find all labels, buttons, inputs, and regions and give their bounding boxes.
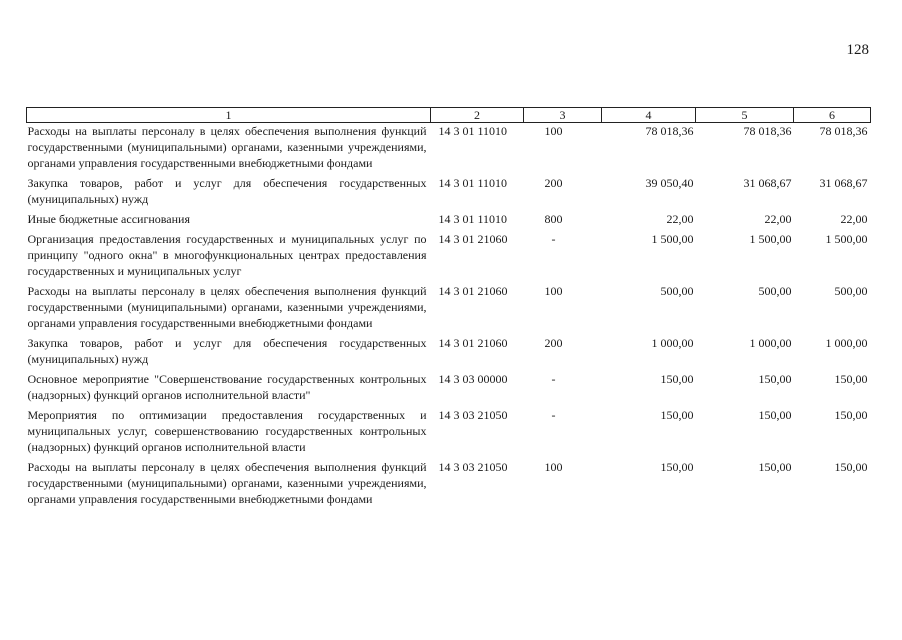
row-value-5: 150,00 bbox=[758, 372, 792, 386]
row-value-5: 150,00 bbox=[758, 408, 792, 422]
row-value-6: 78 018,36 bbox=[819, 124, 868, 138]
row-value-6: 500,00 bbox=[834, 284, 868, 298]
row-code: 14 3 01 21060 bbox=[438, 336, 508, 350]
row-code: 14 3 03 00000 bbox=[438, 372, 508, 386]
row-code: 14 3 03 21050 bbox=[438, 408, 508, 422]
row-type: 100 bbox=[544, 284, 563, 298]
table-row bbox=[27, 407, 871, 459]
row-value-6: 1 500,00 bbox=[825, 232, 868, 246]
header-col-3: 3 bbox=[524, 108, 602, 123]
header-col-2: 2 bbox=[431, 108, 524, 123]
row-value-5: 78 018,36 bbox=[743, 124, 792, 138]
row-name: Организация предоставления государственных и муниципальных услуг по принципу "одного окна" в многофункциональных центрах предоставления государственных и муниципальных услуг bbox=[27, 232, 427, 278]
page-number: 128 bbox=[846, 42, 869, 58]
row-type: 100 bbox=[544, 124, 563, 138]
table-row bbox=[27, 123, 871, 176]
row-value-5: 1 500,00 bbox=[749, 232, 792, 246]
table-row bbox=[27, 231, 871, 283]
row-value-4: 1 500,00 bbox=[651, 232, 694, 246]
row-name: Закупка товаров, работ и услуг для обеспечения государственных (муниципальных) нужд bbox=[27, 176, 427, 206]
header-col-6: 6 bbox=[794, 108, 871, 123]
row-value-4: 1 000,00 bbox=[651, 336, 694, 350]
row-value-6: 31 068,67 bbox=[819, 176, 868, 190]
row-value-4: 150,00 bbox=[660, 408, 694, 422]
table-header bbox=[27, 108, 871, 123]
row-value-5: 31 068,67 bbox=[743, 176, 792, 190]
row-value-6: 1 000,00 bbox=[825, 336, 868, 350]
row-name: Расходы на выплаты персоналу в целях обеспечения выполнения функций государственными (муниципальными) органами, казенными учреждениями, органами управления государственными внебюджетными фондами bbox=[27, 284, 427, 330]
row-value-4: 150,00 bbox=[660, 372, 694, 386]
table-row bbox=[27, 211, 871, 231]
header-col-1: 1 bbox=[27, 108, 431, 123]
row-value-5: 500,00 bbox=[758, 284, 792, 298]
row-type: - bbox=[551, 232, 556, 246]
row-code: 14 3 01 11010 bbox=[438, 176, 508, 190]
row-type: 100 bbox=[544, 460, 563, 474]
row-value-4: 150,00 bbox=[660, 460, 694, 474]
row-name: Расходы на выплаты персоналу в целях обеспечения выполнения функций государственными (муниципальными) органами, казенными учреждениями, органами управления государственными внебюджетными фондами bbox=[27, 460, 427, 506]
row-value-4: 500,00 bbox=[660, 284, 694, 298]
header-col-4: 4 bbox=[602, 108, 696, 123]
table-row bbox=[27, 459, 871, 511]
row-value-4: 78 018,36 bbox=[645, 124, 694, 138]
row-code: 14 3 01 21060 bbox=[438, 284, 508, 298]
header-col-5: 5 bbox=[696, 108, 794, 123]
row-value-5: 1 000,00 bbox=[749, 336, 792, 350]
header-row bbox=[27, 108, 871, 123]
row-code: 14 3 01 21060 bbox=[438, 232, 508, 246]
row-name: Иные бюджетные ассигнования bbox=[27, 212, 190, 226]
row-value-6: 150,00 bbox=[834, 460, 868, 474]
row-value-5: 150,00 bbox=[758, 460, 792, 474]
table-row bbox=[27, 283, 871, 335]
row-code: 14 3 01 11010 bbox=[438, 124, 508, 138]
row-value-5: 22,00 bbox=[764, 212, 792, 226]
row-type: 200 bbox=[544, 336, 563, 350]
table-body bbox=[27, 123, 871, 512]
row-value-4: 39 050,40 bbox=[645, 176, 694, 190]
row-value-6: 22,00 bbox=[840, 212, 868, 226]
row-name: Закупка товаров, работ и услуг для обеспечения государственных (муниципальных) нужд bbox=[27, 336, 427, 366]
row-value-4: 22,00 bbox=[666, 212, 694, 226]
row-type: 800 bbox=[544, 212, 563, 226]
row-code: 14 3 03 21050 bbox=[438, 460, 508, 474]
budget-table bbox=[26, 107, 871, 511]
table-row bbox=[27, 335, 871, 371]
row-type: - bbox=[551, 408, 556, 422]
row-code: 14 3 01 11010 bbox=[438, 212, 508, 226]
row-value-6: 150,00 bbox=[834, 408, 868, 422]
row-value-6: 150,00 bbox=[834, 372, 868, 386]
row-type: - bbox=[551, 372, 556, 386]
row-name: Расходы на выплаты персоналу в целях обеспечения выполнения функций государственными (муниципальными) органами, казенными учреждениями, органами управления государственными внебюджетными фондами bbox=[27, 124, 427, 170]
table-row bbox=[27, 175, 871, 211]
row-name: Основное мероприятие "Совершенствование государственных контрольных (надзорных) функций органов исполнительной власти" bbox=[27, 372, 427, 402]
row-name: Мероприятия по оптимизации предоставления государственных и муниципальных услуг, совершенствованию государственных контрольных (надзорных) функций органов исполнительной власти bbox=[27, 408, 427, 454]
row-type: 200 bbox=[544, 176, 563, 190]
table-row bbox=[27, 371, 871, 407]
